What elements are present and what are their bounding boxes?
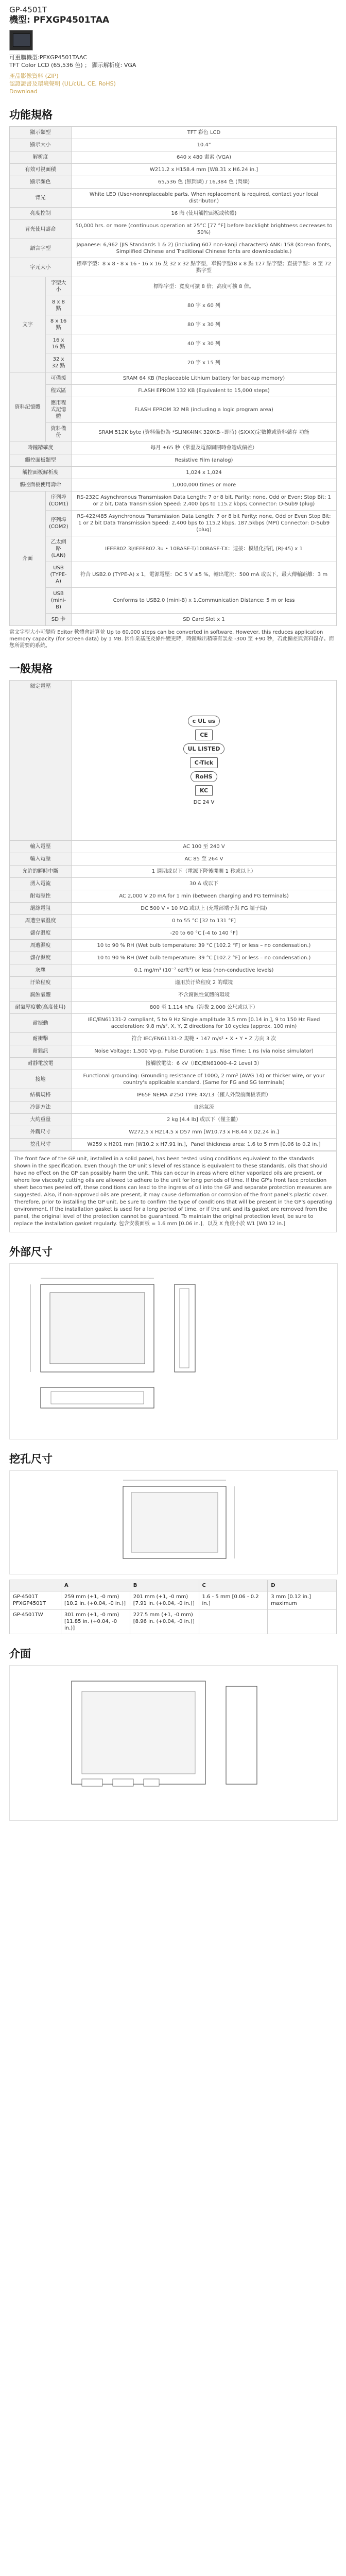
misc-row	[10, 442, 337, 454]
section-title-interface: 介面	[9, 1648, 31, 1660]
general-row	[10, 853, 337, 866]
spec-value: 80 字 x 30 列	[72, 315, 337, 334]
spec-value: 0.1 mg/m³ (10⁻⁷ oz/ft³) or less (non-conductive levels)	[72, 964, 337, 977]
general-row	[10, 1101, 337, 1114]
spec-label: 觸控面板使用壽命	[10, 479, 72, 492]
section-title-cutout: 挖孔尺寸	[9, 1453, 53, 1465]
spec-label: 語言字型	[10, 239, 72, 258]
spec-group-label: 文字	[10, 277, 46, 372]
spec-label: 亮度控制	[10, 208, 72, 220]
spec-label: 程式區	[46, 385, 72, 397]
spec-label: 時鐘精確度	[10, 442, 72, 454]
misc-row	[10, 467, 337, 479]
text-row	[10, 277, 337, 296]
cutout-cell: GP-4501TW	[10, 1609, 61, 1634]
spec-label: 允許的瞬時中斷	[10, 866, 72, 878]
model-title: 機型: PFXGP4501TAA	[9, 15, 110, 25]
section-title-general: 一般規格	[9, 663, 53, 675]
memory-row	[10, 372, 337, 385]
spec-label: 腐蝕氣體	[10, 989, 72, 1002]
spec-value: 2 kg [4.4 lb] 或以下（僅主體）	[72, 1114, 337, 1126]
spec-value: AC 2,000 V 20 mA for 1 min (between charging and FG terminals)	[72, 890, 337, 903]
spec-value: SRAM 64 KB (Replaceable Lithium battery for backup memory)	[72, 372, 337, 385]
spec-label: 32 x 32 點	[46, 353, 72, 372]
function-row	[10, 139, 337, 151]
spec-label: 耐振動	[10, 1014, 72, 1033]
spec-value: 接觸放電法：6 kV（IEC/EN61000-4-2 Level 3）	[72, 1058, 337, 1070]
cert-mark-icon: KC	[195, 785, 213, 796]
cutout-table	[9, 1580, 337, 1634]
spec-value: AC 100 至 240 V	[72, 841, 337, 853]
cutout-drawing-svg	[10, 1471, 337, 1574]
spec-value: 800 至 1,114 hPa（海拔 2,000 公尺或以下）	[72, 1002, 337, 1014]
comm-row	[10, 562, 337, 588]
cutout-header	[10, 1580, 61, 1591]
spec-label: 序列埠 (COM2)	[46, 511, 72, 536]
spec-label: 乙太網路 (LAN)	[46, 536, 72, 562]
spec-label: 耐衝擊	[10, 1033, 72, 1045]
comm-row	[10, 536, 337, 562]
spec-label: 額定電壓	[10, 681, 72, 841]
spec-label: 周遭空氣溫度	[10, 915, 72, 927]
spec-label: 背光	[10, 189, 72, 208]
spec-label: 8 x 8 點	[46, 296, 72, 315]
misc-row	[10, 454, 337, 467]
cutout-row	[10, 1591, 337, 1609]
general-row	[10, 1014, 337, 1033]
spec-label: 序列埠 (COM1)	[46, 492, 72, 511]
spec-label: 字元大小	[10, 258, 72, 277]
section-title-function: 功能規格	[9, 109, 53, 121]
general-spec-table	[9, 680, 337, 1151]
spec-label: 應用程式記憶體	[46, 397, 72, 423]
spec-value: FLASH EPROM 32 MB (including a logic program area)	[72, 397, 337, 423]
spec-value: 640 x 480 畫素 (VGA)	[72, 151, 337, 164]
cutout-cell: 201 mm (+1, -0 mm) [7.91 in. (+0.04, -0 in.)]	[130, 1591, 199, 1609]
comm-row	[10, 588, 337, 614]
spec-label: 觸控面板解析度	[10, 467, 72, 479]
spec-label: 有效可視面積	[10, 164, 72, 176]
function-note: 當文字型大小可變時 Editor 軟體會計算並 Up to 60,000 steps can be converted in software. However, this reduces application memory capacity (for screen data) by 1 MB. 因作業基底及條件變更時，時鐘輸出精確有誤差 -300 至 +90 秒，若此偏差與資料儲存。而您所需要的系統。	[9, 630, 334, 649]
spec-value: W272.5 x H214.5 x D57 mm [W10.73 x H8.44 x D2.24 in.]	[72, 1126, 337, 1139]
model-code: GP-4501T	[9, 5, 47, 14]
spec-label: 可備援	[46, 372, 72, 385]
text-row	[10, 296, 337, 315]
cert-mark-icon: C-Tick	[190, 757, 218, 768]
spec-value: 10.4"	[72, 139, 337, 151]
spec-value: 65,536 色 (無閃爍) / 16,384 色 (閃爍)	[72, 176, 337, 189]
cutout-cell: 301 mm (+1, -0 mm) [11.85 in. (+0.04, -0 in.)]	[61, 1609, 130, 1634]
spec-value: DC 24 V	[193, 799, 215, 805]
outline-drawing-svg	[10, 1264, 337, 1439]
cert-mark-icon: UL LISTED	[183, 743, 225, 754]
text-row	[10, 334, 337, 353]
cutout-cell: 1.6 - 5 mm [0.06 - 0.2 in.]	[199, 1591, 268, 1609]
spec-group-label: 介面	[10, 492, 46, 626]
spec-value: 1 週期或以下（電源下降後開關 1 秒或以上）	[72, 866, 337, 878]
spec-label: 背光使用壽命	[10, 220, 72, 239]
spec-label: 絕緣電阻	[10, 903, 72, 915]
general-row	[10, 977, 337, 989]
function-row	[10, 258, 337, 277]
spec-label: 儲存溫度	[10, 927, 72, 940]
cert-marks-cell	[72, 681, 337, 841]
spec-label: USB (mini-B)	[46, 588, 72, 614]
spec-label: SD 卡	[46, 614, 72, 626]
general-row	[10, 1089, 337, 1101]
cutout-header: D	[268, 1580, 337, 1591]
function-spec-table	[9, 126, 337, 626]
spec-value: Resistive Film (analog)	[72, 454, 337, 467]
general-row	[10, 903, 337, 915]
general-row	[10, 841, 337, 853]
general-row	[10, 866, 337, 878]
general-row	[10, 1139, 337, 1151]
spec-label: USB (TYPE-A)	[46, 562, 72, 588]
spec-value: AC 85 至 264 V	[72, 853, 337, 866]
spec-label: 接地	[10, 1070, 72, 1089]
text-row	[10, 353, 337, 372]
spec-value: 0 to 55 °C [32 to 131 °F]	[72, 915, 337, 927]
download-link[interactable]: Download	[9, 88, 38, 95]
spec-label: 挖孔尺寸	[10, 1139, 72, 1151]
general-row	[10, 915, 337, 927]
spec-value: 1,024 x 1,024	[72, 467, 337, 479]
section-title-outline: 外部尺寸	[9, 1246, 53, 1258]
spec-value: 16 階 (使用觸控面板或軟體)	[72, 208, 337, 220]
function-row	[10, 151, 337, 164]
spec-value: 1,000,000 times or more	[72, 479, 337, 492]
spec-label: 周遭濕度	[10, 940, 72, 952]
spec-label: 冷卻方法	[10, 1101, 72, 1114]
spec-label: 汙染程度	[10, 977, 72, 989]
cutout-header: A	[61, 1580, 130, 1591]
general-row	[10, 1114, 337, 1126]
cert-row	[10, 681, 337, 841]
spec-value: W259 x H201 mm [W10.2 x H7.91 in.]，Panel thickness area: 1.6 to 5 mm [0.06 to 0.2 in.]	[72, 1139, 337, 1151]
spec-value: 不含腐蝕性氣體的環境	[72, 989, 337, 1002]
comm-row	[10, 614, 337, 626]
function-row	[10, 176, 337, 189]
spec-label: 耐靜電放電	[10, 1058, 72, 1070]
spec-group-label: 資料記憶體	[10, 372, 46, 442]
spec-value: Japanese: 6,962 (JIS Standards 1 & 2) (including 607 non-kanji characters) ANK: 158 (Korean fonts, Simplified Chinese and Traditional Chinese fonts are downloadable.)	[72, 239, 337, 258]
spec-label: 資料備份	[46, 423, 72, 442]
function-row	[10, 127, 337, 139]
spec-value: 自然氣流	[72, 1101, 337, 1114]
spec-value: 標準字型：寬度可擴 8 倍；高度可擴 8 倍。	[72, 277, 337, 296]
spec-label: 灰塵	[10, 964, 72, 977]
general-row	[10, 1126, 337, 1139]
cutout-cell: 227.5 mm (+1, -0 mm) [8.96 in. (+0.04, -0 in.)]	[130, 1609, 199, 1634]
memory-row	[10, 397, 337, 423]
comm-row	[10, 492, 337, 511]
spec-label: 外觀尺寸	[10, 1126, 72, 1139]
cutout-header: C	[199, 1580, 268, 1591]
spec-label: 顯示顏色	[10, 176, 72, 189]
memory-row	[10, 385, 337, 397]
spec-value: RS-422/485 Asynchronous Transmission Data Length: 7 or 8 bit Parity: none, Odd or Even Stop Bit: 1 or 2 bit Data Transmission Speed: 2,400 bps to 115.2 kbps, 187.5kbps (MPI) Connector: D-Sub9 (plug)	[72, 511, 337, 536]
spec-value: TFT 彩色 LCD	[72, 127, 337, 139]
meta-line-1: TFT Color LCD (65,536 色) ； 顯示解析度: VGA	[9, 62, 136, 69]
misc-row	[10, 479, 337, 492]
spec-value: White LED (User-nonreplaceable parts. When replacement is required, contact your local distributor.)	[72, 189, 337, 208]
spec-value: IEC/EN61131-2 compliant, 5 to 9 Hz Single amplitude 3.5 mm [0.14 in.], 9 to 150 Hz Fixed acceleration: 9.8 m/s², X, Y, Z directions for 10 cycles (approx. 100 min)	[72, 1014, 337, 1033]
cert-mark-icon: RoHS	[191, 771, 217, 782]
spec-label: 輸入電壓	[10, 841, 72, 853]
meta-line-0: 可重購機型:PFXGP4501TAAC	[9, 54, 88, 61]
general-row	[10, 964, 337, 977]
interface-drawing	[9, 1665, 338, 1821]
product-screen-graphic	[13, 33, 30, 47]
spec-label: 8 x 16 點	[46, 315, 72, 334]
outline-drawing	[9, 1263, 338, 1439]
function-row	[10, 164, 337, 176]
cert-mark-icon: c UL us	[188, 716, 220, 726]
spec-value: 80 字 x 60 列	[72, 296, 337, 315]
spec-label: 結構規格	[10, 1089, 72, 1101]
spec-label: 16 x 16 點	[46, 334, 72, 353]
spec-value: Conforms to USB2.0 (mini-B) x 1,Communication Distance: 5 m or less	[72, 588, 337, 614]
interface-drawing-svg	[10, 1666, 337, 1820]
general-row	[10, 927, 337, 940]
model-header	[9, 5, 337, 26]
general-row	[10, 989, 337, 1002]
cutout-header: B	[130, 1580, 199, 1591]
cert-mark-icon: CE	[195, 730, 213, 740]
general-row	[10, 878, 337, 890]
general-row	[10, 1002, 337, 1014]
spec-value: Noise Voltage: 1,500 Vp-p, Pulse Duration: 1 μs, Rise Time: 1 ns (via noise simulator)	[72, 1045, 337, 1058]
spec-value: FLASH EPROM 132 KB (Equivalent to 15,000 steps)	[72, 385, 337, 397]
spec-label: 大約重量	[10, 1114, 72, 1126]
spec-value: 每月 ±65 秒（常溫及電源關閉時會造成偏差）	[72, 442, 337, 454]
spec-value: 符合 USB2.0 (TYPE-A) x 1，電源電壓：DC 5 V ±5 %，輸出電流：500 mA 或以下，最大傳輸距離：3 m	[72, 562, 337, 588]
spec-label: 耐雜訊	[10, 1045, 72, 1058]
spec-value: 40 字 x 30 列	[72, 334, 337, 353]
cutout-cell: 3 mm [0.12 in.] maximum	[268, 1591, 337, 1609]
function-row	[10, 239, 337, 258]
cutout-cell: 259 mm (+1, -0 mm) [10.2 in. (+0.04, -0 in.)]	[61, 1591, 130, 1609]
spec-label: 顯示類型	[10, 127, 72, 139]
spec-value: Functional grounding: Grounding resistance of 100Ω, 2 mm² (AWG 14) or thicker wire, or your country's applicable standard. (Same for FG and SG terminals)	[72, 1070, 337, 1089]
product-thumbnail[interactable]	[9, 30, 33, 50]
spec-label: 觸控面板類型	[10, 454, 72, 467]
spec-value: 符合 IEC/EN61131-2 規範 • 147 m/s² • X • Y • Z 方向 3 次	[72, 1033, 337, 1045]
spec-value: IEEE802.3i/IEEE802.3u • 10BASE-T/100BASE-TX：連接：模組化插孔 (RJ-45) x 1	[72, 536, 337, 562]
general-row	[10, 952, 337, 964]
spec-value: RS-232C Asynchronous Transmission Data Length: 7 or 8 bit, Parity: none, Odd or Even; Stop Bit: 1 or 2 bit, Data Transmission Speed: 2,400 bps to 115.2 kbps; Connector: D-Sub9 (plug)	[72, 492, 337, 511]
spec-value: 50,000 hrs. or more (continuous operation at 25°C [77 °F] before backlight brightness decreases to 50%)	[72, 220, 337, 239]
spec-label: 耐氣壓度數(高度使用)	[10, 1002, 72, 1014]
download-link-certs[interactable]: 認證證書及環境聲明 (UL/cUL, CE, RoHS)	[9, 80, 116, 87]
download-link-images[interactable]: 產品影像資料 (ZIP)	[9, 73, 59, 79]
cutout-cell	[268, 1609, 337, 1634]
spec-value: IP65F NEMA #250 TYPE 4X/13（僅人外殼前面板表面）	[72, 1089, 337, 1101]
spec-value: SRAM 512K byte (資料備份為 *SLINK4INK 320KB~即時) (SXXX)定數據或資料儲存 功能	[72, 423, 337, 442]
general-row	[10, 1033, 337, 1045]
general-row	[10, 940, 337, 952]
general-row	[10, 1058, 337, 1070]
cert-marks	[75, 683, 333, 838]
spec-label: 字型大小	[46, 277, 72, 296]
function-row	[10, 208, 337, 220]
function-row	[10, 189, 337, 208]
spec-label: 耐電壓性	[10, 890, 72, 903]
general-note: The front face of the GP unit, installed in a solid panel, has been tested using conditions equivalent to the standards shown in the specification. Even though the GP unit's level of resistance is equivalent to these standards, oils that should have no effect on the GP can possibly harm the unit. This can occur in areas where either vaporized oils are present, or where low viscosity cutting oils are allowed to adhere to the unit for long periods of time. If the GP's front face protection sheet becomes peeled off, these conditions can lead to the ingress of oil into the GP and separate protection measures are suggested. Also, if non-approved oils are present, it may cause deformation or corrosion of the front panel's plastic cover. Therefore, prior to installing the GP unit, be sure to confirm the type of conditions that will be present in the GP's operating environment. If the installation gasket is used for a long period of time, or if the unit and its gasket are removed from the panel, the original level of the protection cannot be guaranteed. To maintain the original protection level, be sure to replace the installation gasket regularly. 包含安裝面板 = 1.6 mm [0.06 in.]，以及 X 角度小於 W1 [W0.12 in.]	[9, 1151, 337, 1232]
spec-value: W211.2 x H158.4 mm [W8.31 x H6.24 in.]	[72, 164, 337, 176]
cutout-cell	[199, 1609, 268, 1634]
spec-value: SD Card Slot x 1	[72, 614, 337, 626]
memory-row	[10, 423, 337, 442]
spec-value: 20 字 x 15 列	[72, 353, 337, 372]
function-row	[10, 220, 337, 239]
spec-label: 湧入電流	[10, 878, 72, 890]
spec-value: 10 to 90 % RH (Wet bulb temperature: 39 °C [102.2 °F] or less – no condensation.)	[72, 940, 337, 952]
general-row	[10, 1070, 337, 1089]
spec-value: 標準字型：8 x 8・8 x 16・16 x 16 及 32 x 32 點字型，單獨字型(8 x 8 點 127 點字型；直接字型：8 至 72 點字型	[72, 258, 337, 277]
general-row	[10, 1045, 337, 1058]
cutout-drawing	[9, 1470, 338, 1574]
cutout-row	[10, 1609, 337, 1634]
spec-label: 解析度	[10, 151, 72, 164]
spec-value: 適用於汙染程度 2 的環境	[72, 977, 337, 989]
spec-value: 10 to 90 % RH (Wet bulb temperature: 39 °C [102.2 °F] or less – no condensation.)	[72, 952, 337, 964]
cutout-cell: GP-4501T PFXGP4501T	[10, 1591, 61, 1609]
text-row	[10, 315, 337, 334]
spec-value: -20 to 60 °C [-4 to 140 °F]	[72, 927, 337, 940]
spec-value: 30 A 或以下	[72, 878, 337, 890]
general-row	[10, 890, 337, 903]
spec-label: 儲存濕度	[10, 952, 72, 964]
spec-label: 輸入電壓	[10, 853, 72, 866]
spec-label: 顯示大小	[10, 139, 72, 151]
spec-value: DC 500 V • 10 MΩ 或以上 (充電部端子與 FG 端子間)	[72, 903, 337, 915]
comm-row	[10, 511, 337, 536]
